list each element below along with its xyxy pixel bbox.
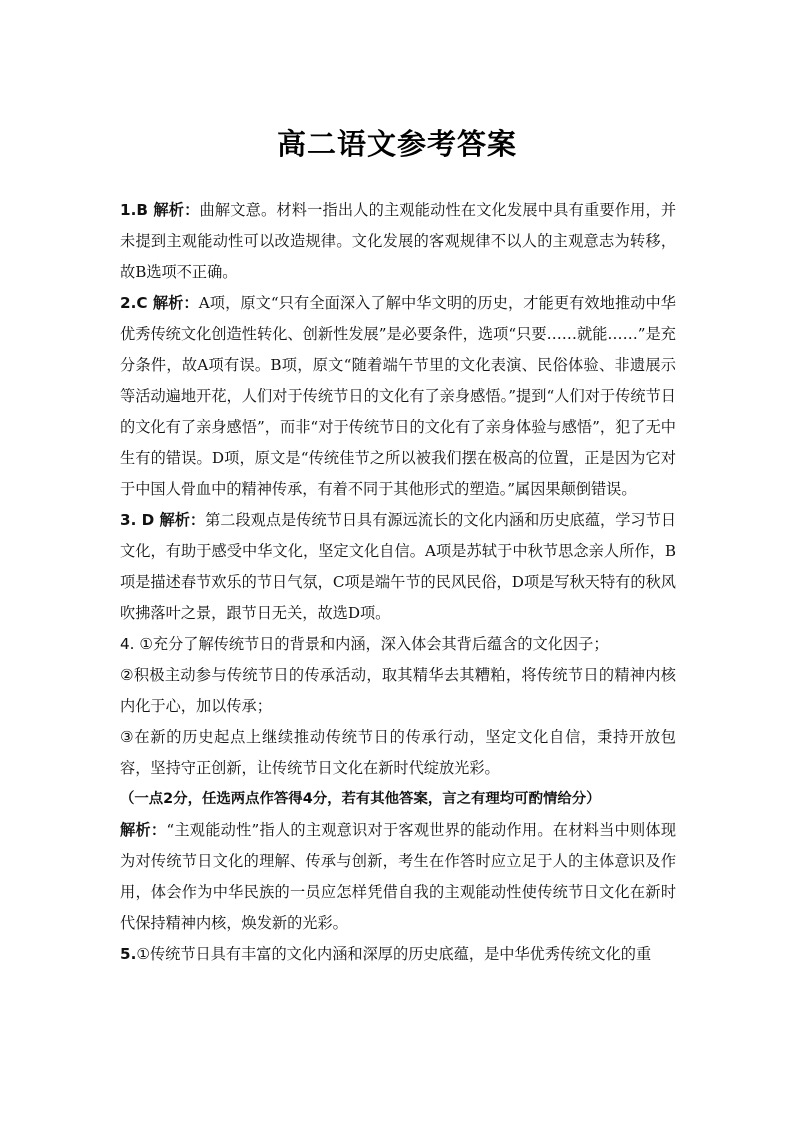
q1-text: 曲解文意。材料一指出人的主观能动性在文化发展中具有重要作用，并未提到主观能动性可以改造规律。文化发展的客观规律不以人的主观意志为转移，故B选项不正确。 bbox=[120, 201, 677, 281]
q2-text: A项，原文“只有全面深入了解中华文明的历史，才能更有效地推动中华优秀传统文化创造性转化、创新性发展”是必要条件，选项“只要……就能……”是充分条件，故A项有误。B项，原文“随着端午节里的文化表演、民俗体验、非遗展示等活动遍地开花，人们对于传统节日的文化有了亲身感悟。”提到“人们对于传统节日的文化有了亲身感悟”，而非“对于传统节日的文化有了亲身体验与感悟”，犯了无中生有的错误。D项，原文是“传统佳节之所以被我们摆在极高的位置，正是因为它对于中国人骨血中的精神传承，有着不同于其他形式的塑造。”属因果颠倒错误。 bbox=[120, 294, 676, 498]
q1-label: 1.B 解析： bbox=[120, 201, 200, 219]
q4-analysis-text: “主观能动性”指人的主观意识对于客观世界的能动作用。在材料当中则体现为对传统节日文化的理解、传承与创新，考生在作答时应立足于人的主体意识及作用，体会作为中华民族的一员应怎样凭借自我的主观能动性使传统节日文化在新时代保持精神内核，焕发新的光彩。 bbox=[120, 821, 677, 932]
q3-text: 第二段观点是传统节日具有源远流长的文化内涵和历史底蕴，学习节日文化，有助于感受中华文化，坚定文化自信。A项是苏轼于中秋节思念亲人所作，B项是描述春节欢乐的节日气氛，C项是端午节的民风民俗，D项是写秋天特有的秋风吹拂落叶之景，跟节日无关，故选D项。 bbox=[120, 511, 677, 622]
q5-text: ①传统节日具有丰富的文化内涵和深厚的历史底蕴，是中华优秀传统文化的重 bbox=[136, 945, 652, 963]
page-title: 高二语文参考答案 bbox=[276, 127, 517, 161]
answer-q2 bbox=[120, 288, 676, 505]
answer-q4-point2: ②积极主动参与传统节日的传承活动，取其精华去其糟粕，将传统节日的精神内核内化于心，加以传承； bbox=[120, 666, 676, 715]
answer-q3 bbox=[120, 505, 676, 629]
q2-label: 2.C 解析： bbox=[120, 294, 199, 312]
q4-scoring-note: （一点2分，任选两点作答得4分，若有其他答案，言之有理均可酌情给分） bbox=[120, 791, 601, 807]
q4-analysis bbox=[120, 815, 676, 939]
answer-q4-point1: 4. ①充分了解传统节日的背景和内涵，深入体会其背后蕴含的文化因子； bbox=[120, 635, 609, 653]
answer-q1 bbox=[120, 195, 676, 288]
answer-q5 bbox=[120, 939, 676, 970]
q5-label: 5. bbox=[120, 945, 137, 963]
q3-label: 3. D 解析： bbox=[120, 511, 206, 529]
q4-analysis-label: 解析： bbox=[120, 821, 167, 839]
answer-body bbox=[120, 195, 676, 970]
answer-q4-point3: ③在新的历史起点上继续推动传统节日的传承行动，坚定文化自信，秉持开放包容，坚持守正创新，让传统节日文化在新时代绽放光彩。 bbox=[120, 728, 676, 777]
